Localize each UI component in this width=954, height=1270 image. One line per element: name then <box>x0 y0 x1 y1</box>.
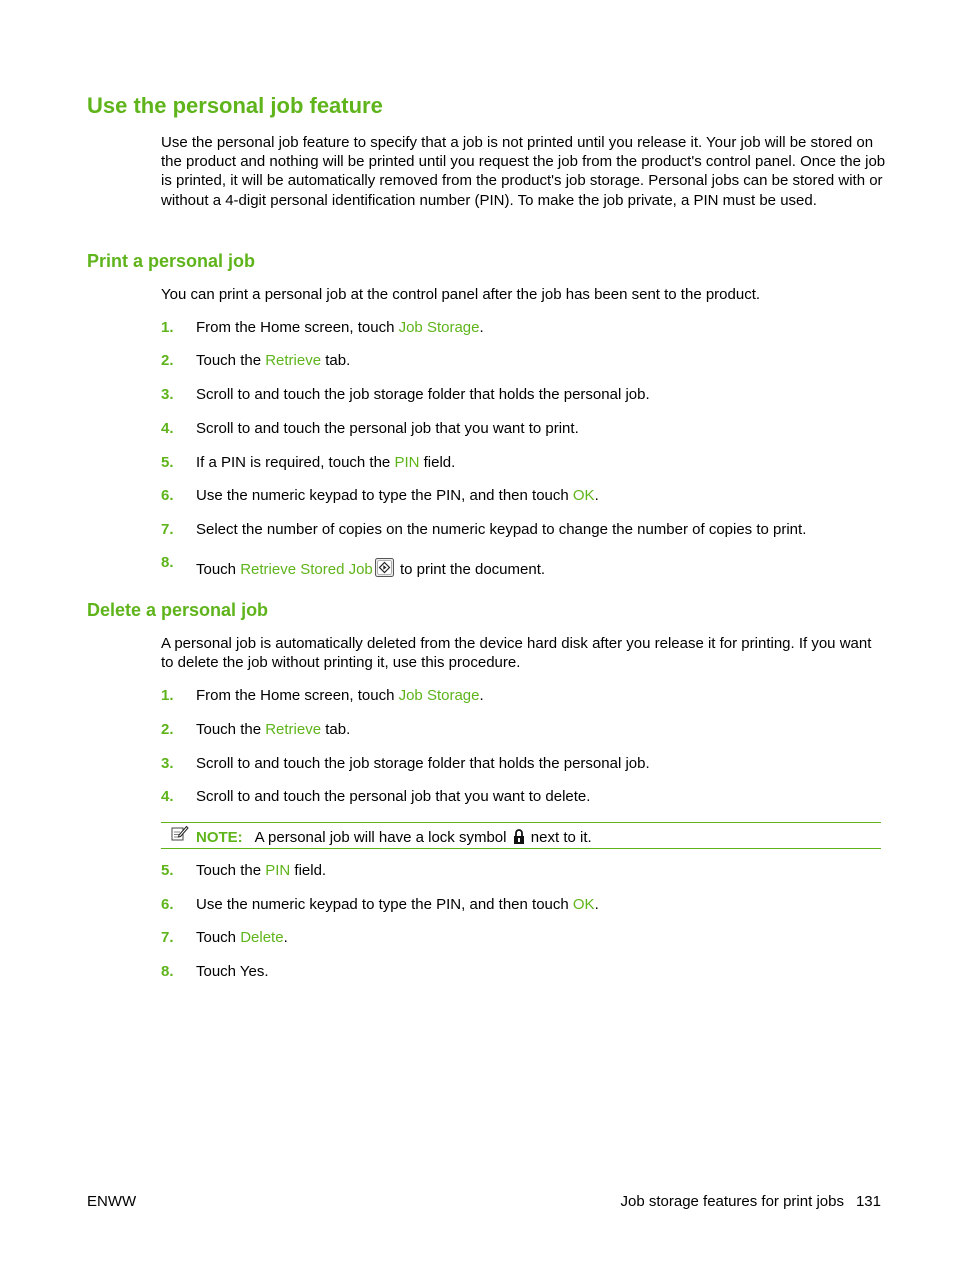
ui-term: Delete <box>240 929 284 946</box>
step-text: If a PIN is required, touch the <box>196 454 395 471</box>
step-text: Scroll to and touch the personal job that you want to delete. <box>196 788 591 805</box>
list-item <box>161 686 886 706</box>
note-icon <box>171 825 189 845</box>
note-callout <box>161 822 881 849</box>
step-text: . <box>594 896 599 913</box>
step-number: 5. <box>161 454 174 471</box>
list-item <box>161 553 886 578</box>
step-number: 6. <box>161 896 174 913</box>
list-item <box>161 754 886 774</box>
step-number: 3. <box>161 755 174 772</box>
list-item <box>161 351 886 371</box>
list-item <box>161 385 886 405</box>
step-text: Touch <box>196 561 241 578</box>
step-text: Scroll to and touch the personal job that you want to print. <box>196 420 579 437</box>
step-text: field. <box>419 454 456 471</box>
list-item <box>161 318 886 338</box>
step-number: 5. <box>161 862 174 879</box>
step-text: tab. <box>321 721 351 738</box>
list-item <box>161 486 886 506</box>
lock-icon <box>513 828 525 849</box>
start-button-icon <box>375 558 394 583</box>
list-item <box>161 520 886 540</box>
step-text: Select the number of copies on the numeric keypad to change the number of copies to print. <box>196 521 807 538</box>
list-item <box>161 419 886 439</box>
step-text: Scroll to and touch the job storage folder that holds the personal job. <box>196 755 650 772</box>
ui-term: OK <box>572 896 595 913</box>
list-item <box>161 720 886 740</box>
print-section-heading: Print a personal job <box>87 251 256 271</box>
ui-term: Retrieve <box>265 721 322 738</box>
list-item <box>161 861 886 881</box>
ui-term: Retrieve <box>265 352 322 369</box>
footer-left: ENWW <box>87 1193 137 1210</box>
step-number: 4. <box>161 420 174 437</box>
note-label: NOTE: <box>196 829 243 846</box>
ui-term: PIN <box>394 454 420 471</box>
ui-term: Retrieve Stored Job <box>240 561 373 578</box>
step-number: 2. <box>161 721 174 738</box>
step-number: 3. <box>161 386 174 403</box>
step-number: 2. <box>161 352 174 369</box>
step-text: . <box>479 319 484 336</box>
list-item <box>161 787 886 807</box>
step-text: to print the document. <box>395 561 546 578</box>
step-number: 7. <box>161 929 174 946</box>
footer-right <box>621 1193 882 1210</box>
step-number: 1. <box>161 687 174 704</box>
step-text: Scroll to and touch the job storage folder that holds the personal job. <box>196 386 650 403</box>
step-number: 8. <box>161 554 174 571</box>
list-item <box>161 453 886 473</box>
page-number: 131 <box>855 1193 881 1210</box>
list-item <box>161 895 886 915</box>
step-number: 1. <box>161 319 174 336</box>
step-text: Use the numeric keypad to type the PIN, and then touch <box>196 896 573 913</box>
step-text: From the Home screen, touch <box>196 687 399 704</box>
ui-term: OK <box>572 487 595 504</box>
delete-section-heading: Delete a personal job <box>87 600 269 620</box>
page-title: Use the personal job feature <box>87 93 383 118</box>
note-text: next to it. <box>526 829 592 846</box>
step-text: Touch the <box>196 721 266 738</box>
step-number: 8. <box>161 963 174 980</box>
step-text: . <box>479 687 484 704</box>
list-item <box>161 962 886 982</box>
list-item <box>161 928 886 948</box>
step-text: From the Home screen, touch <box>196 319 399 336</box>
step-text: Touch <box>196 929 241 946</box>
ui-term: Job Storage <box>398 687 480 704</box>
step-text: Touch the <box>196 862 266 879</box>
note-text: A personal job will have a lock symbol <box>254 829 511 846</box>
ui-term: Job Storage <box>398 319 480 336</box>
step-text: Touch the <box>196 352 266 369</box>
ui-term: PIN <box>265 862 291 879</box>
step-text: Touch Yes. <box>196 963 269 980</box>
delete-section-intro: A personal job is automatically deleted from the device hard disk after you release it for printing. If you want to delete the job without printing it, use this procedure. <box>161 635 872 672</box>
intro-paragraph: Use the personal job feature to specify that a job is not printed until you release it. Your job will be stored on the product and nothing will be printed until you request the job from the product's control panel. Once the job is printed, it will be automatically removed from the product's job storage. Personal jobs can be stored with or without a 4-digit personal identification number (PIN). To make the job private, a PIN must be used. <box>161 134 886 209</box>
step-number: 7. <box>161 521 174 538</box>
footer-section-title: Job storage features for print jobs <box>620 1193 844 1210</box>
step-number: 6. <box>161 487 174 504</box>
print-section-intro: You can print a personal job at the control panel after the job has been sent to the product. <box>161 286 761 303</box>
step-text: Use the numeric keypad to type the PIN, and then touch <box>196 487 573 504</box>
step-text: field. <box>290 862 327 879</box>
step-number: 4. <box>161 788 174 805</box>
step-text: . <box>594 487 599 504</box>
step-text: tab. <box>321 352 351 369</box>
step-text: . <box>283 929 288 946</box>
